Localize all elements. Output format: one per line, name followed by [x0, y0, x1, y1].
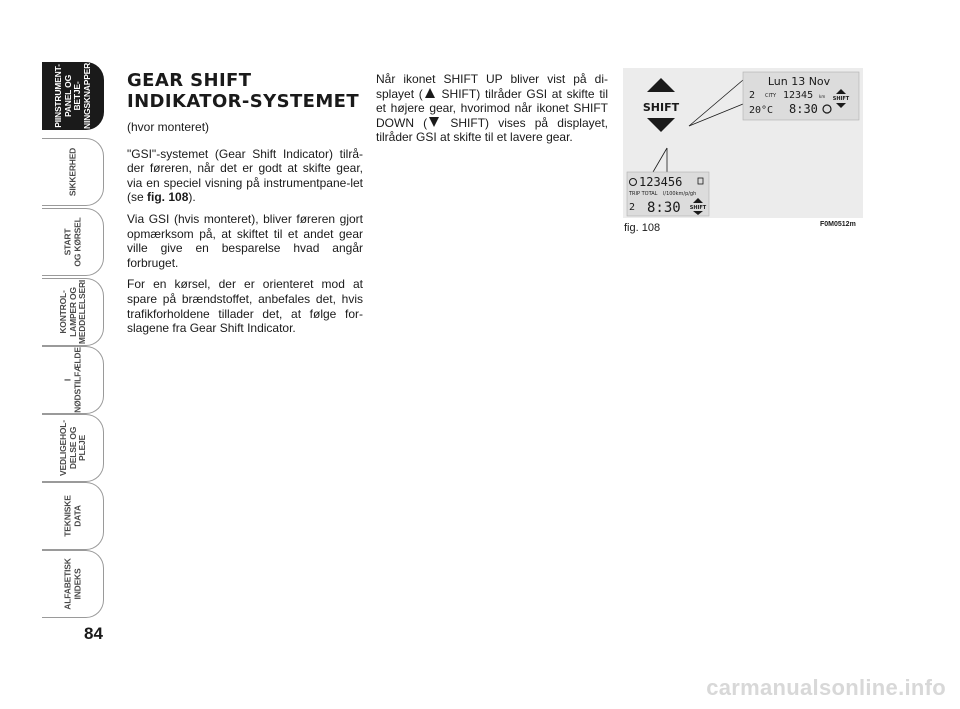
chapter-tabs: [42, 62, 106, 622]
tab-label: ALFABETISK INDEKS: [62, 558, 82, 610]
section-title: [127, 70, 363, 112]
text-column-2: [376, 72, 608, 152]
tab-index[interactable]: [42, 550, 104, 618]
text-column-1: [127, 70, 363, 343]
paragraph-gsi-intro: [127, 147, 363, 205]
paragraph-text: SHIFT) vises på displayet, tilråder GSI at skifte til et lavere gear.: [376, 115, 608, 145]
tab-label: I NØDSTILFÆLDE: [62, 347, 82, 413]
paragraph-text: SHIFT) tilråder GSI at skifte til et højere gear, hvorimod når ikonet SHIFT DOWN (: [376, 86, 608, 130]
top-display-date: Lun 13 Nov: [767, 75, 831, 88]
figure-reference-link[interactable]: fig. 108: [147, 190, 189, 205]
shift-down-arrow-icon: [429, 117, 439, 127]
paragraph-gsi-advice: For en kørsel, der er orienteret mod at spare på brændstoffet, anbefales det, hvis trafikforholdene tillader det, at følge for-slagene fra Gear Shift Indicator.: [127, 277, 363, 336]
section-title-line2: INDIKATOR-SYSTEMET: [127, 91, 360, 112]
figure-code: F0M0512m: [820, 221, 856, 228]
top-display-temperature: 20°C: [749, 105, 774, 116]
bottom-display-shift-label: SHIFT: [689, 205, 707, 211]
tab-emergency[interactable]: [42, 346, 104, 414]
instrument-display-illustration: [623, 68, 863, 218]
paragraph-text: ).: [188, 190, 196, 205]
top-display-gear: 2: [749, 90, 756, 101]
bottom-display-odometer: 123456: [639, 175, 683, 189]
bottom-display-consumption-unit: l/100km/p/gh: [663, 191, 697, 197]
top-display-shift-label: SHIFT: [832, 96, 850, 102]
tab-instrument-panel[interactable]: [42, 62, 104, 130]
tab-label: TEKNISKE DATA: [62, 495, 82, 537]
shift-up-arrow-icon: [425, 88, 435, 98]
figure-108-gsi-display: [623, 68, 863, 218]
top-display-mode: CITY: [765, 93, 777, 99]
page-number: 84: [84, 624, 103, 643]
tab-start-driving[interactable]: [42, 208, 104, 276]
paragraph-shift-icons: [376, 72, 608, 145]
big-shift-label: SHIFT: [642, 101, 680, 114]
paragraph-gsi-savings: Via GSI (hvis monteret), bliver føreren gjort opmærksom på, at skiftet til et andet gear ville give en besparelse hvad angår forbruget.: [127, 211, 363, 270]
tab-label: SIKKERHED: [66, 147, 77, 197]
bottom-display-trip-total: TRIP TOTAL: [629, 191, 658, 197]
bottom-display-gear: 2: [629, 202, 636, 213]
bottom-display-clock: 8:30: [647, 200, 681, 216]
tab-technical-data[interactable]: [42, 482, 104, 550]
paragraph-text: Når ikonet SHIFT UP bliver vist på di-splayet (: [376, 72, 608, 101]
tab-label: VEDLIGEHOL- DELSE OG PLEJE: [57, 420, 87, 476]
tab-safety[interactable]: [42, 138, 104, 206]
section-subtitle: (hvor monteret): [127, 120, 210, 134]
tab-warning-lights[interactable]: [42, 278, 104, 346]
tab-label: PIINSTRUMENT- PANEL OG BETJE- NINGSKNAPPER: [52, 62, 91, 129]
watermark: carmanualsonline.info: [706, 675, 946, 700]
top-display-unit: km: [819, 94, 826, 99]
tab-label: START OG KØRSEL: [62, 217, 82, 267]
tab-label: KONTROL- LAMPER OG MEDDELELSERI: [57, 279, 87, 345]
paragraph-text: "GSI"-systemet (Gear Shift Indicator) tilrå-der føreren, når det er godt at skifte gear, via en speciel visning på instrumentpane-let (se: [127, 146, 363, 205]
top-display-clock: 8:30: [789, 102, 818, 116]
top-display-odometer: 12345: [783, 90, 814, 101]
figure-caption: fig. 108: [624, 222, 661, 234]
tab-maintenance[interactable]: [42, 414, 104, 482]
section-title-line1: GEAR SHIFT: [127, 70, 252, 91]
